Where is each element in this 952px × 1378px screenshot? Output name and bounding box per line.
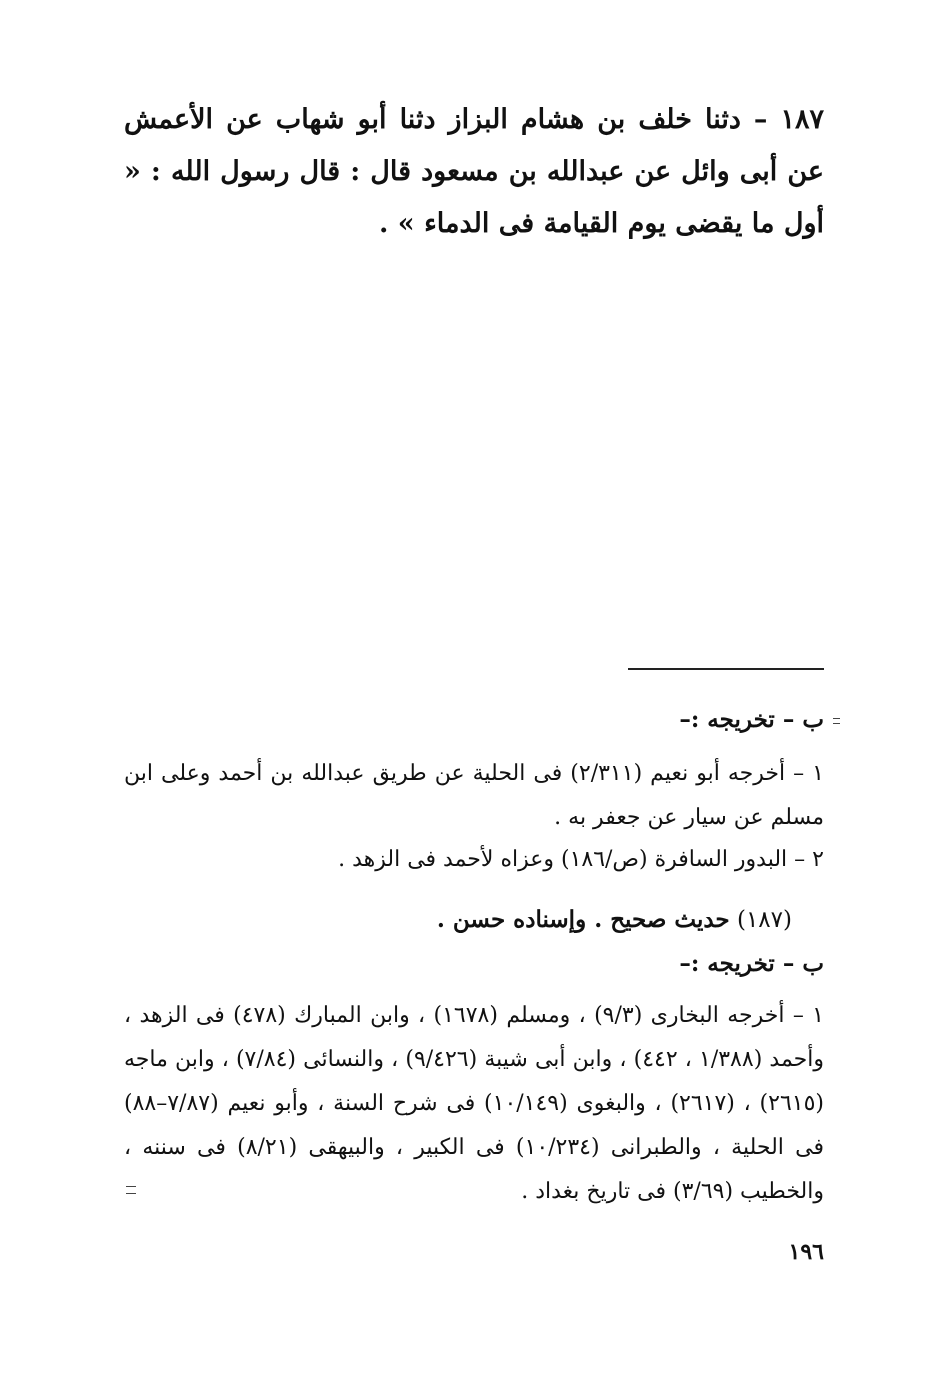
takhrij-heading-second: ب – تخريجه :– [679,950,824,977]
hadith-grade [437,898,792,942]
grade-text: حديث صحيح . وإسناده حسن . [436,906,730,933]
margin-mark [126,1186,136,1194]
footnote-item: ١ – أخرجه البخارى (٩/٣) ، ومسلم (١٦٧٨) ، وابن المبارك (٤٧٨) فى الزهد ، وأحمد (١/٣٨٨ ، ٤٤٢) ، وابن أبى شيبة (٩/٤٢٦) ، والنسائى (٧/٨٤) ، وابن ماجه (٢٦١٥) ، (٢٦١٧) ، والبغوى (١٠/١٤٩) فى شرح السنة ، وأبو نعيم (٧/٨٧–٨٨) فى الحلية ، والطبرانى (١٠/٢٣٤) فى الكبير ، والبيهقى (٨/٢١) فى سننه ، والخطيب (٣/٦٩) فى تاريخ بغداد . [124,1003,825,1204]
takhrij-heading-first: ب – تخريجه :– [679,706,824,733]
hadith-paragraph [124,94,824,250]
page-number: ١٩٦ [788,1239,824,1265]
grade-ref: (١٨٧) [736,907,792,933]
footnote-item: ٢ – البدور السافرة (ص/١٨٦) وعزاه لأحمد فى الزهد . [338,847,824,872]
footnote-separator [628,668,824,670]
hadith-number: ١٨٧ [780,104,824,135]
margin-mark [833,718,840,724]
footnote-item: ١ – أخرجه أبو نعيم (٢/٣١١) فى الحلية عن طريق عبدالله بن أحمد وعلى ابن مسلم عن سيار عن جعفر به . [124,761,824,830]
hadith-text: – دثنا خلف بن هشام البزاز دثنا أبو شهاب عن الأعمش عن أبى وائل عن عبدالله بن مسعود قال : قال رسول الله : « أول ما يقضى يوم القيامة فى الدماء » . [124,104,824,239]
